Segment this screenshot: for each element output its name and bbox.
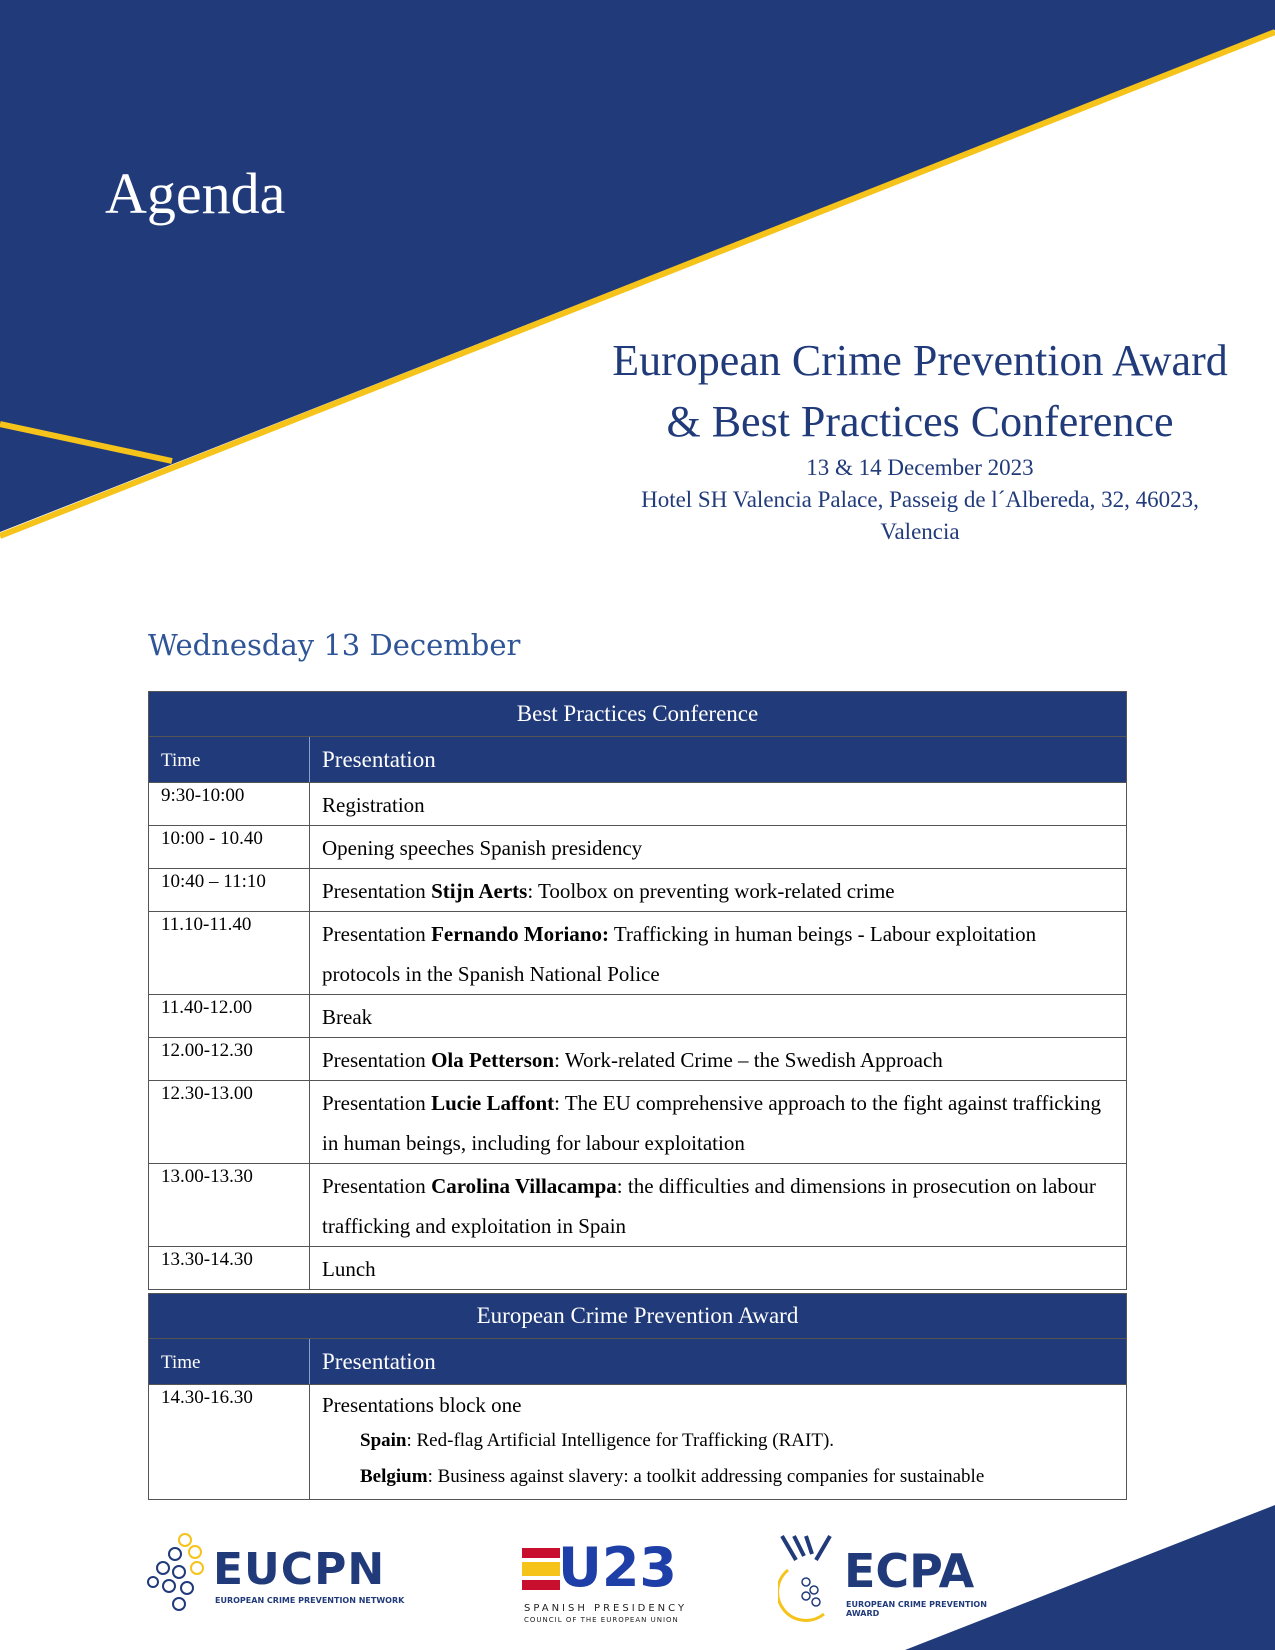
eu23-subtitle-1: SPANISH PRESIDENCY	[524, 1603, 688, 1614]
eucpn-hexagon-icon	[145, 1530, 215, 1615]
row-presentation: Presentation Ola Petterson: Work-related Crime – the Swedish Approach	[310, 1038, 1127, 1081]
row-time: 10:40 – 11:10	[149, 869, 310, 912]
eu23-flag-red-bottom	[522, 1580, 560, 1590]
eucpn-logo	[145, 1530, 405, 1620]
ecpa-subtitle: EUROPEAN CRIME PREVENTION AWARD	[846, 1600, 987, 1618]
eucpn-subtitle: EUROPEAN CRIME PREVENTION NETWORK	[215, 1596, 405, 1605]
row-time: 9:30-10:00	[149, 783, 310, 826]
row-presentation: Presentation Lucie Laffont: The EU comprehensive approach to the fight against trafficking in human beings, including for labour exploitation	[310, 1081, 1127, 1164]
event-venue-line1: Hotel SH Valencia Palace, Passeig de l´Albereda, 32, 46023,	[641, 487, 1199, 512]
ecpa-logo	[778, 1534, 1018, 1624]
table-row	[149, 995, 1127, 1038]
table-row	[149, 1247, 1127, 1290]
row-time: 10:00 - 10.40	[149, 826, 310, 869]
ecpa-name: ECPA	[844, 1544, 975, 1598]
row-time: 11.10-11.40	[149, 912, 310, 995]
row-time: 13.30-14.30	[149, 1247, 310, 1290]
ecpa-laurel-icon	[778, 1534, 838, 1624]
row-time: 14.30-16.30	[149, 1385, 310, 1500]
footer-logos	[0, 1530, 1275, 1630]
eu23-name: U23	[558, 1536, 677, 1599]
column-header-presentation: Presentation	[310, 1339, 1127, 1385]
table-row	[149, 912, 1127, 995]
day-heading: Wednesday 13 December	[148, 628, 521, 662]
table-row	[149, 1164, 1127, 1247]
event-title-line1: European Crime Prevention Award	[612, 336, 1228, 385]
table-title: Best Practices Conference	[149, 692, 1127, 737]
table-row	[149, 826, 1127, 869]
event-date: 13 & 14 December 2023	[806, 455, 1034, 480]
table-title: European Crime Prevention Award	[149, 1294, 1127, 1339]
best-practices-table	[148, 691, 1127, 1290]
column-header-time: Time	[149, 1339, 310, 1385]
table-row	[149, 1038, 1127, 1081]
presentations-block-title: Presentations block one	[322, 1393, 522, 1417]
row-presentation: Break	[310, 995, 1127, 1038]
event-title-line2: & Best Practices Conference	[666, 397, 1174, 446]
eu23-subtitle-2: COUNCIL OF THE EUROPEAN UNION	[524, 1616, 679, 1624]
row-presentation	[310, 1385, 1127, 1500]
event-venue-line2: Valencia	[880, 519, 960, 544]
row-time: 13.00-13.30	[149, 1164, 310, 1247]
list-item: Spain: Red-flag Artificial Intelligence for Trafficking (RAIT).	[360, 1430, 835, 1451]
row-time: 11.40-12.00	[149, 995, 310, 1038]
row-presentation: Registration	[310, 783, 1127, 826]
eu23-flag-red-top	[522, 1548, 560, 1558]
row-time: 12.00-12.30	[149, 1038, 310, 1081]
row-presentation: Presentation Carolina Villacampa: the difficulties and dimensions in prosecution on labour trafficking and exploitation in Spain	[310, 1164, 1127, 1247]
table-row	[149, 783, 1127, 826]
list-item: Belgium: Business against slavery: a toolkit addressing companies for sustainable	[360, 1466, 985, 1487]
column-header-time: Time	[149, 737, 310, 783]
row-time: 12.30-13.00	[149, 1081, 310, 1164]
row-presentation: Presentation Fernando Moriano: Trafficking in human beings - Labour exploitation protocols in the Spanish National Police	[310, 912, 1127, 995]
row-presentation: Presentation Stijn Aerts: Toolbox on preventing work-related crime	[310, 869, 1127, 912]
table-row	[149, 1081, 1127, 1164]
page-title: Agenda	[105, 161, 286, 226]
eu23-logo	[522, 1536, 692, 1626]
row-presentation: Lunch	[310, 1247, 1127, 1290]
eucpn-name: EUCPN	[213, 1544, 386, 1595]
table-row	[149, 1385, 1127, 1500]
column-header-presentation: Presentation	[310, 737, 1127, 783]
eu23-flag-yellow	[522, 1562, 560, 1576]
table-row	[149, 869, 1127, 912]
award-table	[148, 1293, 1127, 1500]
row-presentation: Opening speeches Spanish presidency	[310, 826, 1127, 869]
event-info	[570, 330, 1270, 548]
